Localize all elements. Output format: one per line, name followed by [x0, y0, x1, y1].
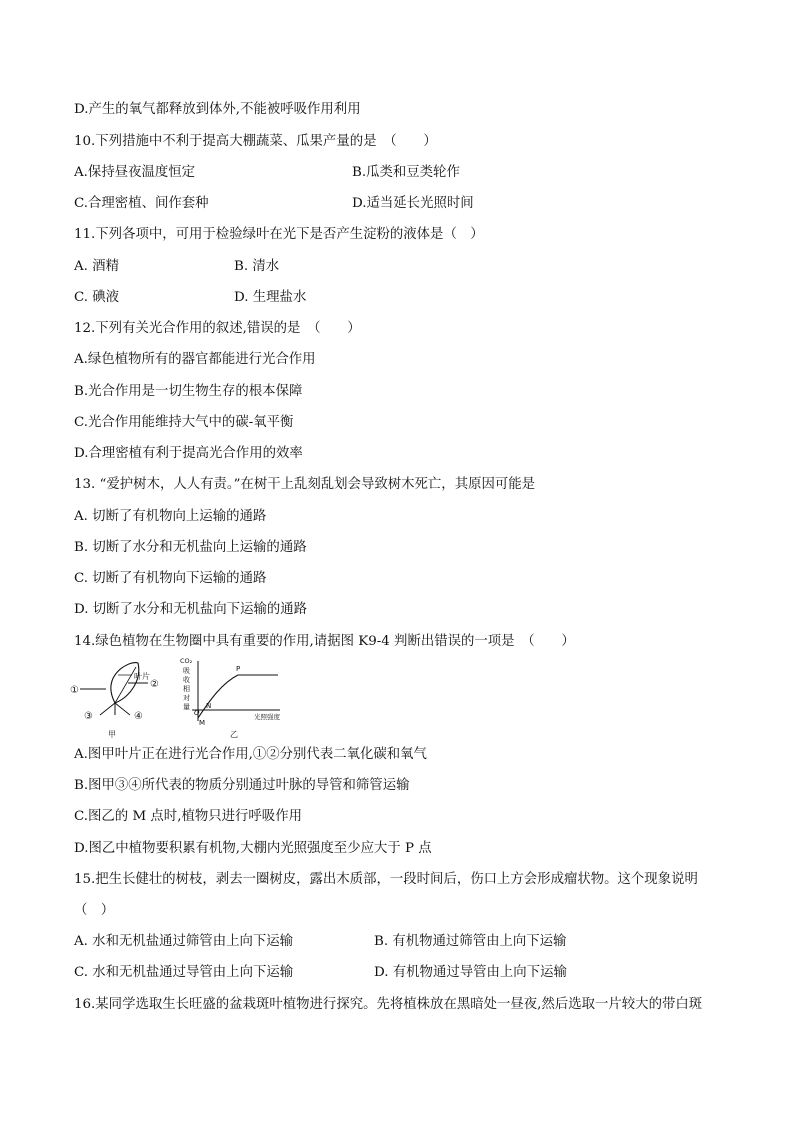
xlabel: 光照强度 — [254, 713, 280, 721]
point-m: M — [199, 719, 206, 727]
q14-option-c: C.图乙的 M 点时,植物只进行呼吸作用 — [74, 809, 302, 824]
point-p: P — [236, 665, 241, 673]
q11-stem: 11.下列各项中，可用于检验绿叶在光下是否产生淀粉的液体是（ ） — [74, 227, 484, 242]
figure-yi — [180, 657, 281, 739]
leaf-midrib — [115, 667, 136, 703]
q15-option-b: B. 有机物通过筛管由上向下运输 — [374, 934, 567, 949]
q14-option-b: B.图甲③④所代表的物质分别通过叶脉的导管和筛管运输 — [74, 778, 410, 793]
q15-option-d: D. 有机物通过导管由上向下运输 — [374, 965, 567, 980]
ylabel-2: 收 — [183, 676, 190, 684]
label-4: ④ — [134, 711, 143, 722]
q13-option-b: B. 切断了水分和无机盐向上运输的通路 — [74, 540, 307, 555]
q10-option-d: D.适当延长光照时间 — [352, 196, 474, 211]
co2-label: CO₂ — [180, 657, 193, 665]
q12-option-b: B.光合作用是一切生物生存的根本保障 — [74, 384, 303, 399]
point-n: N — [206, 702, 212, 710]
q12-option-c: C.光合作用能维持大气中的碳-氧平衡 — [74, 415, 294, 430]
q13-option-c: C. 切断了有机物向下运输的通路 — [74, 571, 267, 586]
q10-option-a: A.保持昼夜温度恒定 — [74, 165, 196, 180]
caption-jia: 甲 — [108, 730, 116, 739]
q10-option-b: B.瓜类和豆类轮作 — [352, 165, 460, 180]
q15-option-c: C. 水和无机盐通过导管由上向下运输 — [74, 965, 294, 980]
q10-stem: 10.下列措施中不利于提高大棚蔬菜、瓜果产量的是 （ ） — [74, 134, 437, 149]
origin-label: O — [194, 709, 200, 717]
photosynthesis-curve — [198, 675, 278, 718]
q14-stem: 14.绿色植物在生物圈中具有重要的作用,请据图 K9-4 判断出错误的一项是 （ ） — [74, 634, 575, 649]
q16-stem: 16.某同学选取生长旺盛的盆栽斑叶植物进行探究。先将植株放在黑暗处一昼夜,然后选取一片较大的带白斑 — [74, 997, 703, 1012]
q13-option-d: D. 切断了水分和无机盐向下运输的通路 — [74, 602, 308, 617]
q11-option-b: B. 清水 — [234, 259, 280, 274]
ylabel-3: 相 — [183, 685, 190, 693]
q10-option-c: C.合理密植、间作套种 — [74, 196, 209, 211]
q14-option-a: A.图甲叶片正在进行光合作用,①②分别代表二氧化碳和氧气 — [74, 747, 427, 762]
q11-option-c: C. 碘液 — [74, 290, 120, 305]
q12-option-a: A.绿色植物所有的器官都能进行光合作用 — [74, 352, 316, 367]
label-2: ② — [150, 679, 159, 690]
leaf-label: 叶片 — [134, 672, 150, 681]
label-3: ③ — [84, 711, 93, 722]
ylabel-1: 吸 — [183, 667, 190, 675]
ylabel-4: 对 — [183, 694, 190, 702]
q15-option-a: A. 水和无机盐通过筛管由上向下运输 — [74, 934, 294, 949]
caption-yi: 乙 — [230, 730, 238, 739]
q11-option-d: D. 生理盐水 — [234, 290, 307, 305]
q15-paren: （ ） — [74, 903, 115, 918]
q9-option-d: D.产生的氧气都释放到体外,不能被呼吸作用利用 — [74, 102, 361, 117]
ylabel-5: 量 — [183, 703, 190, 711]
q14-option-d: D.图乙中植物要积累有机物,大棚内光照强度至少应大于 P 点 — [74, 841, 432, 856]
figure-k9-4 — [70, 655, 310, 740]
label-1: ① — [70, 685, 79, 696]
q12-stem: 12.下列有关光合作用的叙述,错误的是 （ ） — [74, 321, 361, 336]
q13-stem: 13. “爱护树木，人人有责。”在树干上乱刻乱划会导致树木死亡，其原因可能是 — [74, 477, 536, 492]
q15-stem: 15.把生长健壮的树枝，剥去一圈树皮，露出木质部，一段时间后，伤口上方会形成瘤状物。这个现象说明 — [74, 872, 698, 887]
q12-option-d: D.合理密植有利于提高光合作用的效率 — [74, 446, 303, 461]
figure-jia — [70, 663, 159, 739]
q13-option-a: A. 切断了有机物向上运输的通路 — [74, 509, 267, 524]
q11-option-a: A. 酒精 — [74, 259, 119, 274]
